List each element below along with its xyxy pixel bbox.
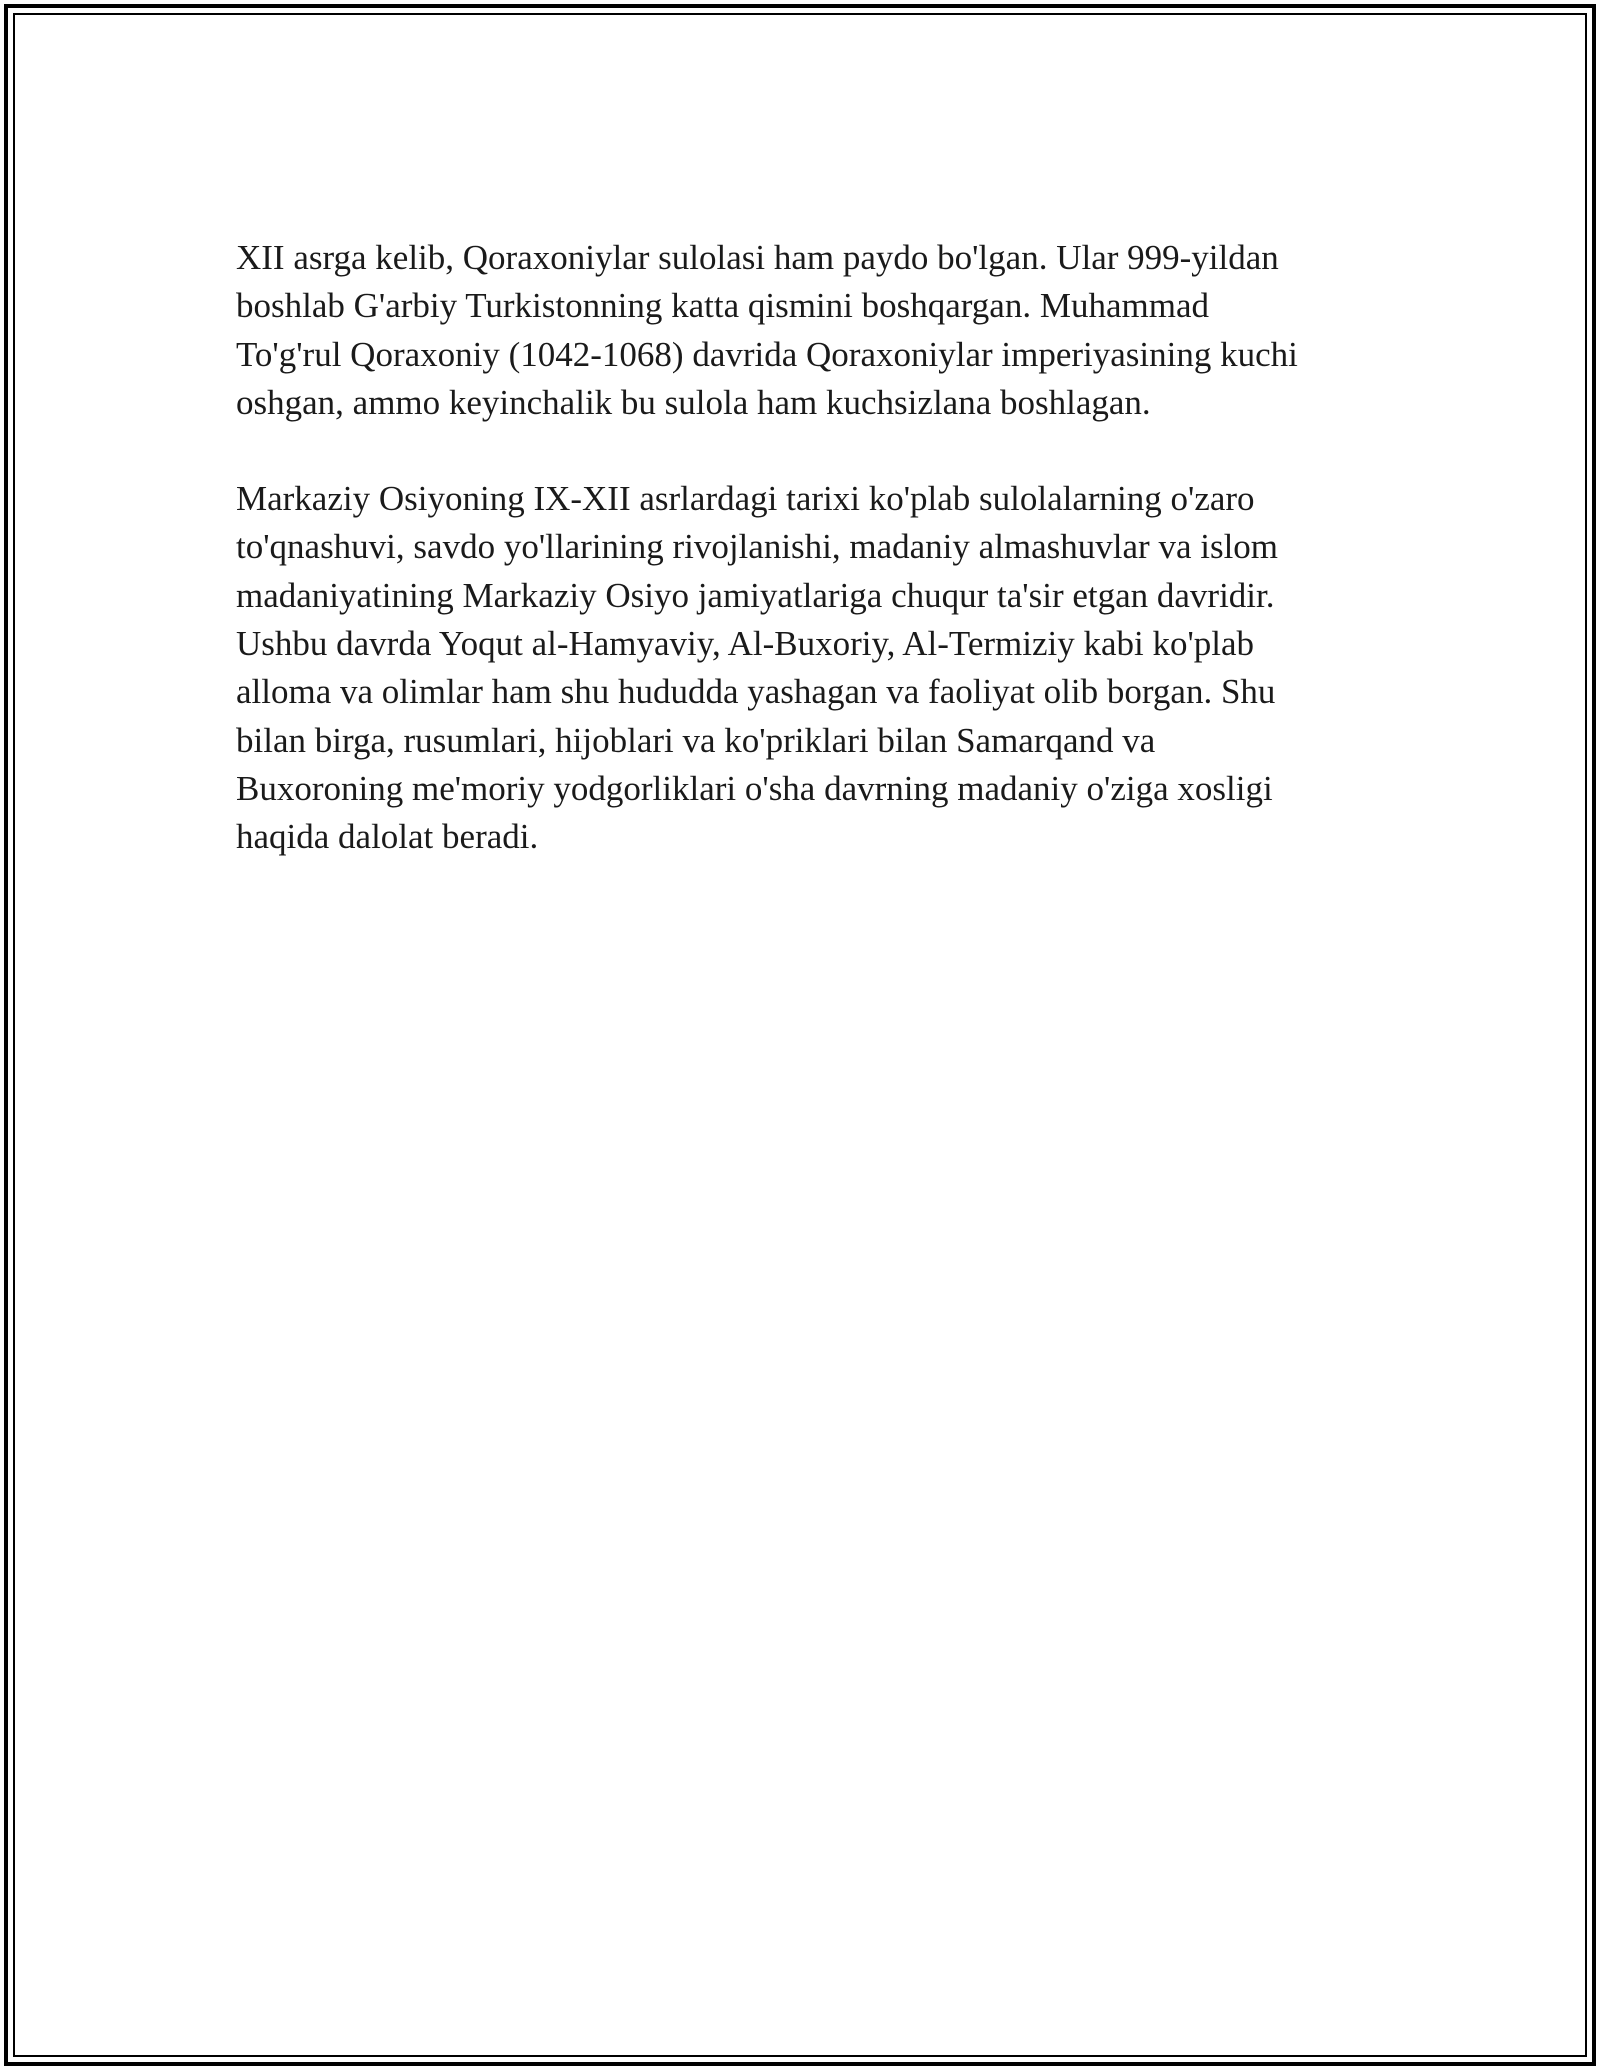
paragraph-2 (236, 475, 1366, 861)
paragraph-line: XII asrga kelib, Qoraxoniylar sulolasi ham paydo bo'lgan. Ular 999-yildan (236, 238, 1279, 277)
paragraph-line: bilan birga, rusumlari, hijoblari va ko'priklari bilan Samarqand va (236, 720, 1156, 760)
document-body (236, 234, 1366, 910)
paragraph-1 (236, 234, 1366, 427)
paragraph-line: haqida dalolat beradi. (236, 817, 539, 857)
paragraph-line: Ushbu davrda Yoqut al-Hamyaviy, Al-Buxoriy, Al-Termiziy kabi ko'plab (236, 624, 1255, 664)
paragraph-line: oshgan, ammo keyinchalik bu sulola ham kuchsizlana boshlagan. (236, 382, 1151, 422)
paragraph-line: To'g'rul Qoraxoniy (1042-1068) davrida Qoraxoniylar imperiyasining kuchi (236, 334, 1298, 374)
paragraph-line: boshlab G'arbiy Turkistonning katta qismini boshqargan. Muhammad (236, 286, 1209, 326)
paragraph-line: madaniyatining Markaziy Osiyo jamiyatlariga chuqur ta'sir etgan davridir. (236, 575, 1275, 615)
paragraph-line: alloma va olimlar ham shu hududda yashagan va faoliyat olib borgan. Shu (236, 672, 1276, 712)
paragraph-line: Buxoroning me'moriy yodgorliklari o'sha davrning madaniy o'ziga xosligi (236, 768, 1273, 808)
paragraph-line: Markaziy Osiyoning IX-XII asrlardagi tarixi ko'plab sulolalarning o'zaro (236, 479, 1255, 519)
paragraph-line: to'qnashuvi, savdo yo'llarining rivojlanishi, madaniy almashuvlar va islom (236, 527, 1279, 567)
